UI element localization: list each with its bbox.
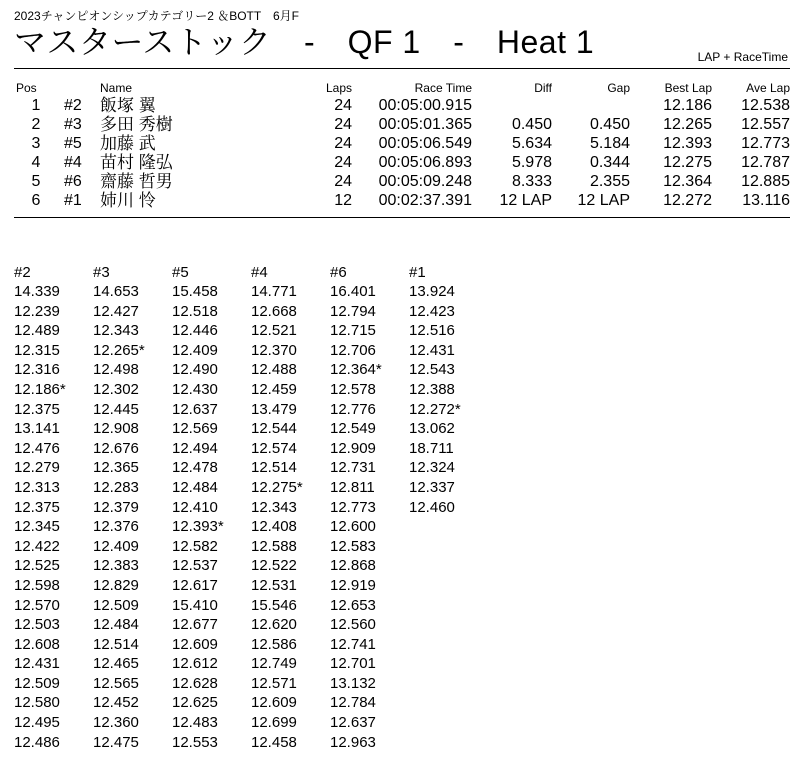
driver-name-cell: 多田 秀樹 [100,115,173,134]
lap-time-cell: 12.408 [251,518,297,536]
race-time-cell: 00:05:09.248 [378,173,472,190]
lap-time-cell: 12.608 [14,635,60,653]
ave-lap-cell: 12.538 [741,97,790,114]
lap-time-cell: 12.583 [330,537,376,555]
lap-time-cell: 12.715 [330,322,376,340]
lap-time-cell: 12.452 [93,694,139,712]
lap-time-cell: 12.370 [251,341,297,359]
lap-time-cell: 12.475 [93,733,139,751]
diff-cell: 0.450 [511,116,552,133]
lap-time-cell: 12.458 [251,733,297,751]
lap-time-cell: 12.565 [93,674,139,692]
lap-time-cell: 12.483 [172,714,218,732]
lap-time-cell: 12.465 [93,655,139,673]
lap-time-cell: 12.514 [251,459,297,477]
lap-column-car-number: #6 [330,264,347,281]
lap-time-cell: 12.446 [172,322,218,340]
lap-time-cell: 12.409 [172,341,218,359]
lap-time-cell: 12.908 [93,420,139,438]
lap-time-cell: 12.375 [14,400,60,418]
lap-time-cell: 12.963 [330,733,376,751]
lap-time-cell: 12.360 [93,714,139,732]
gap-cell: 0.450 [589,116,630,133]
car-number-cell: #1 [64,192,82,209]
driver-name-cell: 加藤 武 [100,134,156,153]
lap-time-cell: 12.609 [172,635,218,653]
lap-time-cell: 12.531 [251,576,297,594]
lap-time-cell: 12.409 [93,537,139,555]
diff-cell: 8.333 [511,173,552,190]
gap-cell: 12 LAP [577,192,630,209]
lap-times-grid [14,263,488,752]
col-name: Name [100,81,133,95]
lap-time-cell: 15.410 [172,596,218,614]
lap-time-cell: 13.924 [409,283,455,300]
lap-time-cell: 13.141 [14,420,60,438]
lap-time-cell: 12.272* [409,400,461,418]
lap-time-cell: 12.537 [172,557,218,575]
table-row [14,172,790,191]
best-lap-cell: 12.272 [663,192,712,209]
lap-time-cell: 12.431 [409,341,455,359]
lap-time-cell: 12.637 [172,400,218,418]
lap-time-cell: 16.401 [330,283,376,300]
lap-column [330,263,409,752]
lap-column-car-number: #5 [172,264,189,281]
lap-time-cell: 12.588 [251,537,297,555]
lap-time-cell: 12.498 [93,361,139,379]
best-lap-cell: 12.275 [663,154,712,171]
lap-time-cell: 12.553 [172,733,218,751]
pos-cell: 5 [31,173,41,190]
lap-time-cell: 12.598 [14,576,60,594]
race-time-cell: 00:05:06.549 [378,135,472,152]
car-number-cell: #4 [64,154,82,171]
best-lap-cell: 12.186 [663,97,712,114]
lap-time-cell: 12.459 [251,380,297,398]
lap-time-cell: 12.393* [172,518,224,536]
lap-column [409,263,488,752]
lap-time-cell: 12.509 [93,596,139,614]
lap-column-car-number: #2 [14,264,31,281]
lap-time-cell: 12.283 [93,478,139,496]
lap-time-cell: 12.514 [93,635,139,653]
best-lap-cell: 12.364 [663,173,712,190]
lap-time-cell: 13.062 [409,420,455,438]
lap-time-cell: 12.315 [14,341,60,359]
lap-time-cell: 12.699 [251,714,297,732]
lap-time-cell: 12.423 [409,302,455,320]
lap-time-cell: 12.375 [14,498,60,516]
lap-column [251,263,330,752]
lap-time-cell: 12.494 [172,439,218,457]
lap-column-car-number: #1 [409,264,426,281]
lap-time-cell: 12.503 [14,616,60,634]
lap-time-cell: 12.749 [251,655,297,673]
lap-time-cell: 12.569 [172,420,218,438]
lap-time-cell: 12.580 [14,694,60,712]
col-best-lap: Best Lap [664,81,712,95]
page-title: マスターストック - QF 1 - Heat 1 [14,24,595,60]
table-row [14,115,790,134]
lap-time-cell: 12.612 [172,655,218,673]
table-row [14,191,790,210]
pos-cell: 6 [31,192,41,209]
lap-time-cell: 12.324 [409,459,455,477]
lap-time-cell: 12.343 [251,498,297,516]
lap-time-cell: 12.484 [172,478,218,496]
lap-time-cell: 12.379 [93,498,139,516]
col-pos: Pos [16,81,37,95]
lap-time-cell: 12.430 [172,380,218,398]
lap-time-cell: 12.516 [409,322,455,340]
lap-time-cell: 12.478 [172,459,218,477]
race-time-cell: 00:05:01.365 [378,116,472,133]
gap-cell [552,96,630,115]
lap-time-cell: 12.620 [251,616,297,634]
lap-time-cell: 12.586 [251,635,297,653]
lap-time-cell: 14.653 [93,283,139,300]
laps-cell: 24 [334,116,352,133]
lap-time-cell: 12.490 [172,361,218,379]
header-rule [14,68,790,69]
lap-column-car-number: #3 [93,264,110,281]
lap-time-cell: 12.476 [14,439,60,457]
lap-time-cell: 12.600 [330,518,376,536]
laps-cell: 24 [334,154,352,171]
lap-column [93,263,172,752]
lap-time-cell: 12.488 [251,361,297,379]
lap-time-cell: 12.773 [330,498,376,516]
gap-cell: 5.184 [589,135,630,152]
lap-time-cell: 12.509 [14,674,60,692]
laps-cell: 24 [334,173,352,190]
lap-time-cell: 12.422 [14,537,60,555]
best-lap-cell: 12.393 [663,135,712,152]
col-no [58,80,100,96]
pos-cell: 3 [31,135,41,152]
lap-time-cell: 12.410 [172,498,218,516]
lap-time-cell: 12.279 [14,459,60,477]
table-row [14,134,790,153]
col-ave-lap: Ave Lap [746,81,790,95]
lap-time-cell: 12.741 [330,635,376,653]
laps-cell: 24 [334,135,352,152]
lap-time-cell: 12.706 [330,341,376,359]
lap-time-cell: 12.794 [330,302,376,320]
gap-cell: 0.344 [589,154,630,171]
car-number-cell: #5 [64,135,82,152]
lap-column-car-number: #4 [251,264,268,281]
lap-time-cell: 12.239 [14,302,60,320]
ave-lap-cell: 12.885 [741,173,790,190]
lap-time-cell: 12.364* [330,361,382,379]
lap-time-cell: 12.731 [330,459,376,477]
lap-time-cell: 12.445 [93,400,139,418]
lap-time-cell: 12.484 [93,616,139,634]
lap-time-cell: 14.771 [251,283,297,300]
pos-cell: 4 [31,154,41,171]
lap-time-cell: 14.339 [14,283,60,300]
lap-time-cell: 12.617 [172,576,218,594]
driver-name-cell: 齋藤 哲男 [100,172,173,191]
lap-time-cell: 12.653 [330,596,376,614]
lap-column [14,263,93,752]
event-subtitle: 2023チャンピオンシップカテゴリー2 ＆BOTT 6月F [14,9,299,23]
lap-time-cell: 12.431 [14,655,60,673]
lap-time-cell: 12.549 [330,420,376,438]
driver-name-cell: 苗村 隆弘 [100,153,173,172]
gap-cell: 2.355 [589,173,630,190]
lap-time-cell: 12.275* [251,478,303,496]
lap-time-cell: 12.388 [409,380,455,398]
lap-time-cell: 12.383 [93,557,139,575]
table-row [14,153,790,172]
col-laps: Laps [325,81,352,95]
pos-cell: 1 [31,97,41,114]
lap-time-cell: 12.376 [93,518,139,536]
ave-lap-cell: 12.773 [741,135,790,152]
lap-time-cell: 12.365 [93,459,139,477]
lap-time-cell: 12.574 [251,439,297,457]
lap-time-cell: 12.668 [251,302,297,320]
table-row [14,96,790,115]
lap-time-cell: 12.784 [330,694,376,712]
lap-time-cell: 12.486 [14,733,60,751]
lap-time-cell: 12.345 [14,518,60,536]
results-bottom-rule [14,217,790,218]
lap-time-cell: 12.919 [330,576,376,594]
lap-time-cell: 12.525 [14,557,60,575]
col-gap: Gap [607,81,630,95]
driver-name-cell: 姉川 怜 [100,191,156,210]
ave-lap-cell: 12.787 [741,154,790,171]
lap-time-cell: 12.489 [14,322,60,340]
col-race-time: Race Time [414,81,472,95]
lap-time-cell: 12.570 [14,596,60,614]
race-time-cell: 00:05:00.915 [378,97,472,114]
lap-time-cell: 12.582 [172,537,218,555]
lap-time-cell: 15.458 [172,283,218,300]
car-number-cell: #2 [64,97,82,114]
lap-time-cell: 12.343 [93,322,139,340]
ave-lap-cell: 13.116 [742,192,790,209]
diff-cell: 5.634 [511,135,552,152]
lap-time-cell: 12.544 [251,420,297,438]
lap-time-cell: 12.829 [93,576,139,594]
lap-time-cell: 12.625 [172,694,218,712]
lap-time-cell: 12.701 [330,655,376,673]
lap-time-cell: 12.313 [14,478,60,496]
lap-time-cell: 12.337 [409,478,455,496]
diff-cell: 12 LAP [499,192,552,209]
lap-time-cell: 12.677 [172,616,218,634]
lap-time-cell: 12.518 [172,302,218,320]
ave-lap-cell: 12.557 [741,116,790,133]
lap-time-cell: 15.546 [251,596,297,614]
car-number-cell: #6 [64,173,82,190]
lap-column [172,263,251,752]
race-time-cell: 00:02:37.391 [378,192,472,209]
lap-time-cell: 12.637 [330,714,376,732]
laps-cell: 12 [334,192,352,209]
lap-time-cell: 13.132 [330,674,376,692]
lap-time-cell: 12.571 [251,674,297,692]
lap-time-cell: 18.711 [409,439,454,457]
lap-time-cell: 12.427 [93,302,139,320]
lap-time-cell: 12.909 [330,439,376,457]
lap-time-cell: 12.578 [330,380,376,398]
results-header-row [14,80,790,96]
laps-cell: 24 [334,97,352,114]
lap-time-cell: 12.495 [14,714,60,732]
diff-cell [472,96,552,115]
lap-time-cell: 12.186* [14,380,66,398]
race-time-cell: 00:05:06.893 [378,154,472,171]
timing-mode-label: LAP + RaceTime [697,50,788,64]
lap-time-cell: 12.811 [330,478,375,496]
best-lap-cell: 12.265 [663,116,712,133]
lap-time-cell: 12.522 [251,557,297,575]
lap-time-cell: 12.265* [93,341,145,359]
diff-cell: 5.978 [511,154,552,171]
driver-name-cell: 飯塚 翼 [100,96,156,115]
lap-time-cell: 12.543 [409,361,455,379]
lap-time-cell: 12.609 [251,694,297,712]
lap-time-cell: 12.316 [14,361,60,379]
lap-time-cell: 12.776 [330,400,376,418]
lap-time-cell: 13.479 [251,400,297,418]
lap-time-cell: 12.560 [330,616,376,634]
results-table [14,80,790,210]
lap-time-cell: 12.676 [93,439,139,457]
col-diff: Diff [534,81,552,95]
car-number-cell: #3 [64,116,82,133]
lap-time-cell: 12.521 [251,322,297,340]
lap-time-cell: 12.302 [93,380,139,398]
lap-time-cell: 12.868 [330,557,376,575]
pos-cell: 2 [31,116,41,133]
lap-time-cell: 12.628 [172,674,218,692]
lap-time-cell: 12.460 [409,498,455,516]
